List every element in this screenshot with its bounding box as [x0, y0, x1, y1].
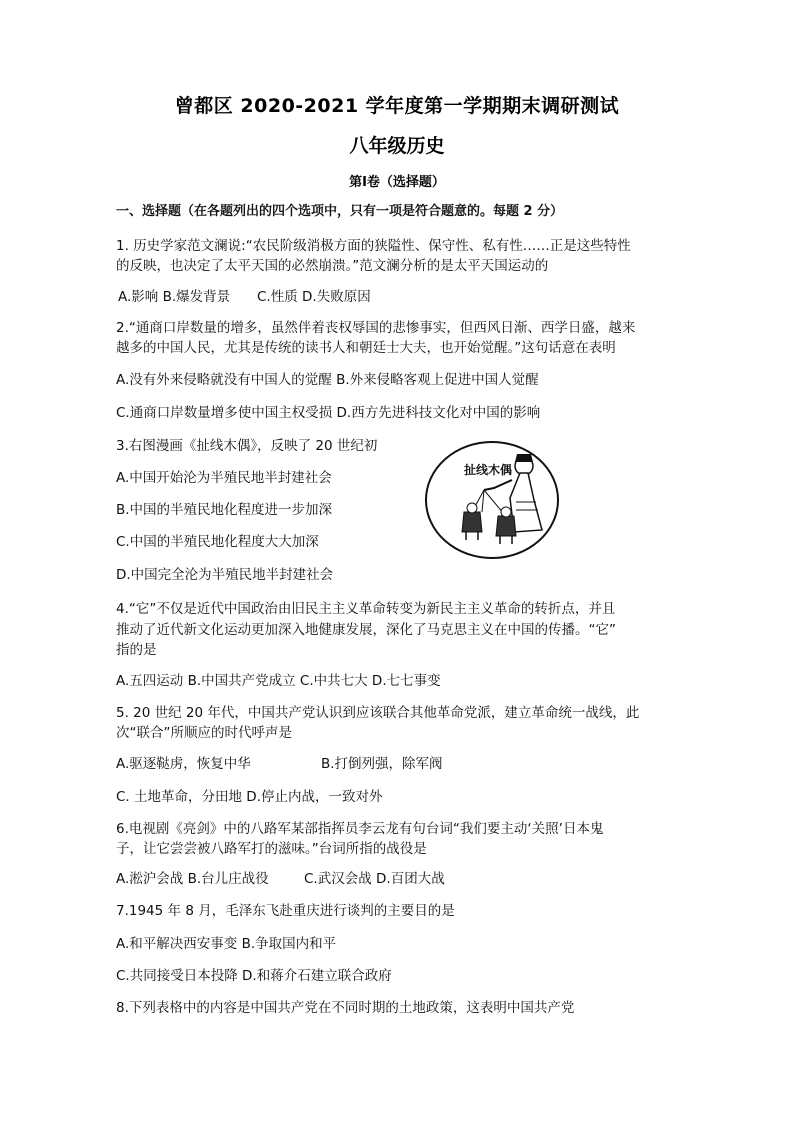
q3-option-d: D.中国完全沦为半殖民地半封建社会	[116, 567, 334, 583]
q3-stem: 3.右图漫画《扯线木偶》，反映了 20 世纪初	[116, 438, 378, 454]
q1-line2: 的反映，也决定了太平天国的必然崩溃。”范文澜分析的是太平天国运动的	[116, 258, 549, 274]
q4-line1: 4.“它”不仅是近代中国政治由旧民主主义革命转变为新民主主义革命的转折点，并且	[116, 601, 616, 617]
q2-line2: 越多的中国人民，尤其是传统的读书人和朝廷士大夫，也开始觉醒。”这句话意在表明	[116, 340, 616, 356]
q1-line1: 1. 历史学家范文澜说:“农民阶级消极方面的狭隘性、保守性、私有性……正是这些特性	[116, 238, 631, 254]
q1-options-cd: C.性质 D.失败原因	[257, 289, 371, 305]
puppet-cartoon-image	[424, 440, 561, 560]
q7-options-cd: C.共同接受日本投降 D.和蒋介石建立联合政府	[116, 968, 392, 984]
q5-line1: 5. 20 世纪 20 年代，中国共产党认识到应该联合其他革命党派，建立革命统一战线，此	[116, 705, 640, 721]
section-heading: 一、选择题（在各题列出的四个选项中，只有一项是符合题意的。每题 2 分）	[116, 204, 564, 219]
q3-option-c: C.中国的半殖民地化程度大大加深	[116, 534, 319, 550]
q6-options-ab: A.淞沪会战 B.台儿庄战役	[116, 871, 269, 887]
q5-options-cd: C. 土地革命，分田地 D.停止内战，一致对外	[116, 789, 383, 805]
part-label: 第Ⅰ卷（选择题）	[349, 175, 445, 190]
q5-line2: 次“联合”所顺应的时代呼声是	[116, 725, 292, 741]
cartoon-caption: 扯线木偶	[464, 463, 513, 477]
q3-option-b: B.中国的半殖民地化程度进一步加深	[116, 502, 333, 518]
exam-subtitle: 八年级历史	[349, 135, 445, 157]
q7-options-ab: A.和平解决西安事变 B.争取国内和平	[116, 936, 337, 952]
q1-options-ab: A.影响 B.爆发背景	[118, 289, 231, 305]
q6-options-cd: C.武汉会战 D.百团大战	[304, 871, 445, 887]
q4-options: A.五四运动 B.中国共产党成立 C.中共七大 D.七七事变	[116, 673, 441, 689]
q6-line1: 6.电视剧《亮剑》中的八路军某部指挥员李云龙有句台词“我们要主动‘关照’日本鬼	[116, 821, 604, 837]
q2-line1: 2.“通商口岸数量的增多，虽然伴着丧权辱国的悲惨事实，但西风日渐、西学日盛，越来	[116, 320, 636, 336]
q3-option-a: A.中国开始沦为半殖民地半封建社会	[116, 470, 332, 486]
exam-title: 曾都区 2020-2021 学年度第一学期期末调研测试	[174, 95, 620, 117]
q4-line2: 推动了近代新文化运动更加深入地健康发展，深化了马克思主义在中国的传播。“它”	[116, 622, 616, 638]
q4-line3: 指的是	[116, 642, 157, 658]
q2-options-ab: A.没有外来侵略就没有中国人的觉醒 B.外来侵略客观上促进中国人觉醒	[116, 372, 539, 388]
q6-line2: 子，让它尝尝被八路军打的滋味。”台词所指的战役是	[116, 841, 427, 857]
q8-stem: 8.下列表格中的内容是中国共产党在不同时期的土地政策，这表明中国共产党	[116, 1000, 575, 1016]
q2-options-cd: C.通商口岸数量增多使中国主权受损 D.西方先进科技文化对中国的影响	[116, 405, 541, 421]
q5-option-a: A.驱逐鞑虏，恢复中华	[116, 756, 251, 772]
q7-stem: 7.1945 年 8 月，毛泽东飞赴重庆进行谈判的主要目的是	[116, 903, 455, 919]
q5-option-b: B.打倒列强，除军阀	[321, 756, 443, 772]
puppet-cartoon-drawing	[424, 440, 561, 560]
